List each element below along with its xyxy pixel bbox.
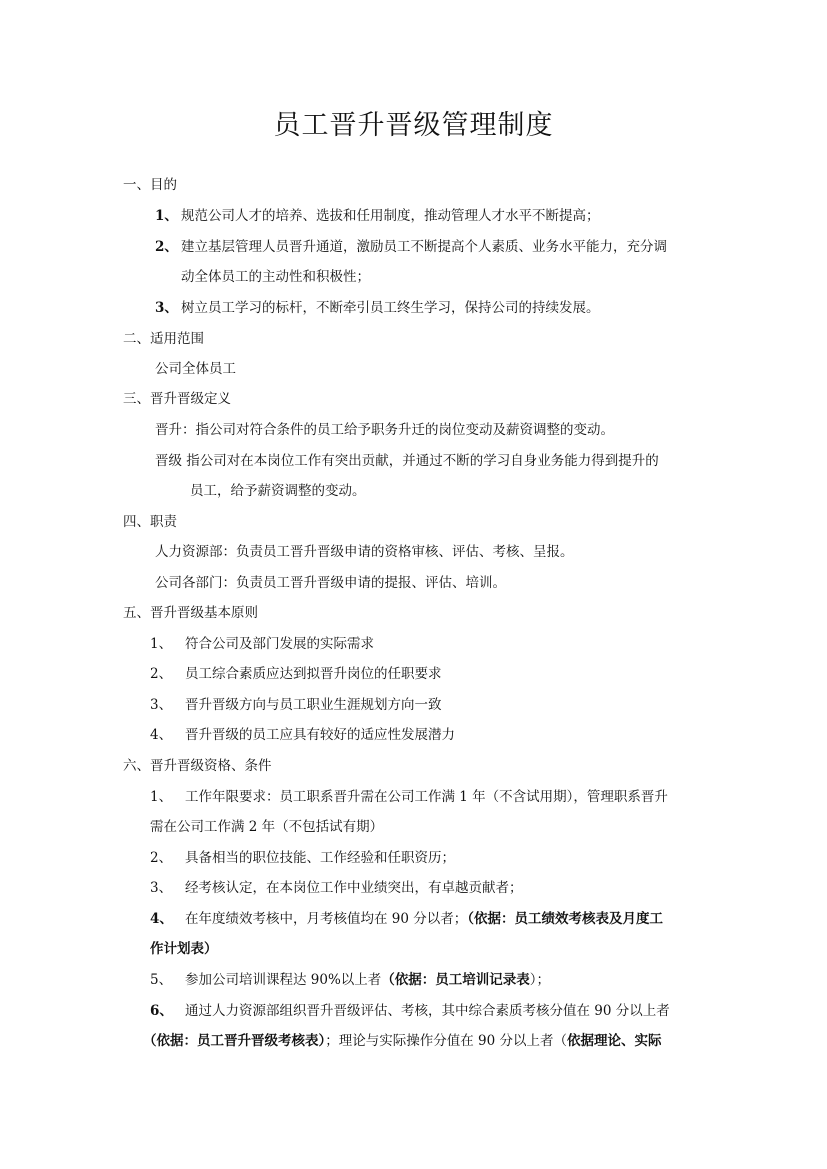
item-number: 1、 [150, 789, 173, 805]
section-heading-purpose: 一、目的 [123, 177, 177, 193]
basis-reference-continued: 作计划表） [150, 941, 218, 957]
definition-label: 晋级 [155, 453, 182, 469]
item-number: 2、 [150, 666, 173, 682]
list-item [150, 664, 442, 684]
duty-departments: 公司各部门：负责员工晋升晋级申请的提报、评估、培训。 [155, 575, 506, 591]
item-text: 晋升晋级的员工应具有较好的适应性发展潜力 [185, 727, 455, 743]
basis-reference: （依据：员工培训记录表 [381, 972, 530, 988]
item-text: 树立员工学习的标杆，不断牵引员工终生学习，保持公司的持续发展。 [181, 300, 600, 316]
basis-reference: （依据：员工晋升晋级考核表） [143, 1033, 326, 1049]
item-text-continued: 需在公司工作满 2 年（不包括试有期） [150, 819, 384, 835]
list-item [150, 909, 663, 929]
page-title: 员工晋升晋级管理制度 [273, 110, 554, 141]
definition-text-continued: 员工，给予薪资调整的变动。 [190, 483, 366, 499]
item-text-end: ）； [529, 972, 551, 988]
list-item [150, 634, 374, 654]
item-number: 1、 [155, 208, 178, 224]
scope-text: 公司全体员工 [155, 361, 236, 377]
section-heading-definition: 三、晋升晋级定义 [123, 391, 231, 407]
item-number: 4、 [150, 911, 173, 927]
item-text: 晋升晋级方向与员工职业生涯规划方向一致 [185, 697, 442, 713]
list-item [150, 848, 455, 868]
item-number: 1、 [150, 636, 173, 652]
basis-reference: （依据：员工绩效考核表及月度工 [467, 911, 664, 927]
definition-text: 指公司对符合条件的员工给予职务升迁的岗位变动及薪资调整的变动。 [195, 422, 614, 438]
list-item [150, 695, 442, 715]
duty-hr: 人力资源部：负责员工晋升晋级申请的资格审核、评估、考核、呈报。 [155, 544, 574, 560]
item-text: 符合公司及部门发展的实际需求 [185, 636, 374, 652]
item-text: 具备相当的职位技能、工作经验和任职资历； [185, 850, 455, 866]
item-number: 3、 [150, 697, 173, 713]
list-item [150, 970, 550, 990]
item-text-continued: 动全体员工的主动性和积极性； [181, 269, 370, 285]
item-text: 在年度绩效考核中，月考核值均在 90 分以者； [185, 911, 468, 927]
item-number: 6、 [150, 1003, 173, 1019]
definition-grade [155, 451, 659, 471]
item-number: 5、 [150, 972, 173, 988]
item-text: 工作年限要求：员工职系晋升需在公司工作满 1 年（不含试用期），管理职系晋升 [185, 789, 668, 805]
definition-promote [155, 420, 614, 440]
section-heading-principles: 五、晋升晋级基本原则 [123, 605, 258, 621]
section-heading-duties: 四、职责 [123, 514, 177, 530]
definition-label: 晋升： [155, 422, 196, 438]
item-text: 经考核认定，在本岗位工作中业绩突出，有卓越贡献者； [185, 880, 523, 896]
item-text-continued [143, 1031, 662, 1051]
item-number: 3、 [150, 880, 173, 896]
item-text: 参加公司培训课程达 90%以上者 [185, 972, 382, 988]
list-item [150, 878, 523, 898]
item-number: 2、 [150, 850, 173, 866]
definition-text: 指公司对在本岗位工作有突出贡献，并通过不断的学习自身业务能力得到提升的 [186, 453, 659, 469]
item-number: 4、 [150, 727, 173, 743]
section-heading-scope: 二、适用范围 [123, 331, 204, 347]
list-item [150, 725, 455, 745]
item-text: 员工综合素质应达到拟晋升岗位的任职要求 [185, 666, 442, 682]
item-text: 规范公司人才的培养、选拔和任用制度，推动管理人才水平不断提高； [181, 208, 600, 224]
list-item [155, 237, 667, 257]
item-text: 建立基层管理人员晋升通道，激励员工不断提高个人素质、业务水平能力，充分调 [181, 239, 667, 255]
item-number: 3、 [155, 300, 178, 316]
item-text: ；理论与实际操作分值在 90 分以上者（ [325, 1033, 568, 1049]
list-item [155, 206, 600, 226]
item-number: 2、 [155, 239, 178, 255]
list-item [155, 298, 600, 318]
list-item [150, 1001, 670, 1021]
basis-reference: 依据理论、实际 [567, 1033, 662, 1049]
list-item [150, 787, 668, 807]
section-heading-qualifications: 六、晋升晋级资格、条件 [123, 758, 272, 774]
item-text: 通过人力资源部组织晋升晋级评估、考核，其中综合素质考核分值在 90 分以上者 [185, 1003, 670, 1019]
